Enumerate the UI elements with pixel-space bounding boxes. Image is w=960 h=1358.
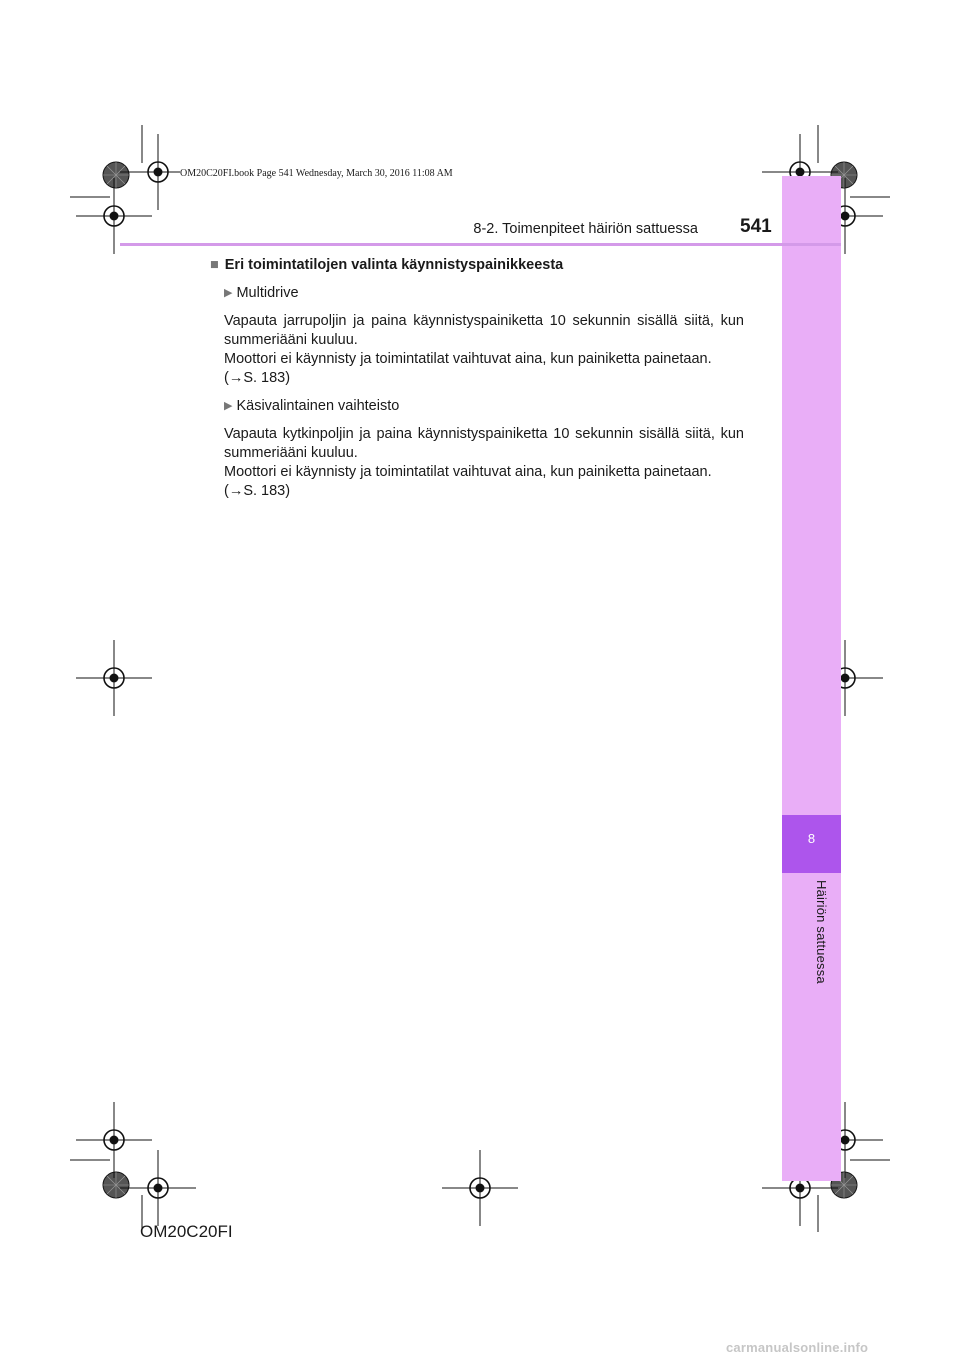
square-bullet-icon: ■ [210, 257, 219, 273]
page-reference: (→S. 183) [224, 483, 291, 499]
section-heading [210, 256, 744, 275]
chapter-number: 8 [807, 831, 816, 846]
section-title: 8-2. Toimenpiteet häiriön sattuessa [473, 221, 698, 237]
page-reference: (→S. 183) [224, 370, 291, 386]
header-rule [120, 243, 841, 246]
paragraph-line: Moottori ei käynnisty ja toimintatilat vaihtuvat aina, kun painiketta painetaan. [224, 351, 712, 367]
subheading-text: Multidrive [236, 285, 299, 301]
main-content [210, 256, 744, 501]
paragraph-manual-transmission [210, 425, 744, 501]
triangle-bullet-icon: ▶ [224, 287, 233, 299]
subheading-manual-transmission [210, 397, 744, 416]
document-code: OM20C20FI [140, 1222, 233, 1241]
triangle-bullet-icon: ▶ [224, 400, 233, 412]
subheading-text: Käsivalintainen vaihteisto [236, 398, 400, 414]
watermark: carmanualsonline.info [726, 1340, 869, 1355]
chapter-number-box [782, 815, 841, 873]
subheading-multidrive [210, 284, 744, 303]
paragraph-line: Moottori ei käynnisty ja toimintatilat vaihtuvat aina, kun painiketta painetaan. [224, 464, 712, 480]
paragraph-multidrive [210, 312, 744, 388]
paragraph-line: Vapauta kytkinpoljin ja paina käynnistyspainiketta 10 sekunnin sisällä siitä, kun summeriääni kuuluu. [224, 426, 744, 461]
section-heading-text: Eri toimintatilojen valinta käynnistyspainikkeesta [224, 257, 564, 273]
page-number: 541 [740, 216, 772, 237]
paragraph-line: Vapauta jarrupoljin ja paina käynnistyspainiketta 10 sekunnin sisällä siitä, kun summeriääni kuuluu. [224, 313, 744, 348]
chapter-title: Häiriön sattuessa [814, 880, 829, 984]
book-info: OM20C20FI.book Page 541 Wednesday, March 30, 2016 11:08 AM [180, 168, 453, 179]
